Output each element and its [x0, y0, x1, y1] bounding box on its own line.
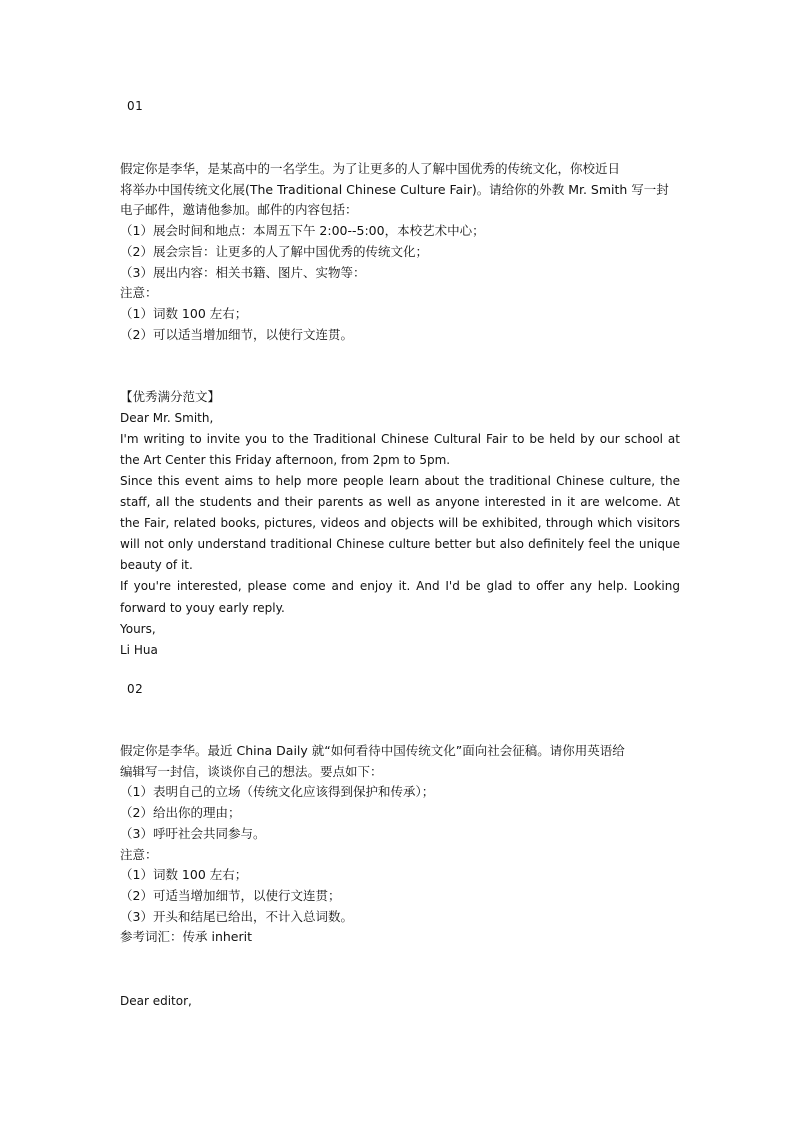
prompt-1-line: （2）可以适当增加细节，以使行文连贯。 [120, 326, 353, 342]
section-number-02: 02 [127, 682, 144, 696]
letter-paragraph-2: Since this event aims to help more people learn about the traditional Chinese culture, the staff, all the students and their parents as well as anyone interested in it are welcome. At the Fair, related books, pictures, videos and objects will be exhibited, through which visitors will not only understand traditional Chinese culture better but also definitely feel the unique beauty of it. [120, 473, 680, 573]
prompt-2-line: （2）给出你的理由； [120, 805, 241, 821]
prompt-2-line: 注意： [120, 846, 158, 862]
prompt-2-line: 假定你是李华。最近 China Daily 就“如何看待中国传统文化”面向社会征稿。请你用英语给 [120, 743, 625, 758]
prompt-1-line: （3）展出内容：相关书籍、图片、实物等： [120, 264, 366, 280]
section-number-01: 01 [127, 99, 144, 113]
prompt-1-line: 将举办中国传统文化展(The Traditional Chinese Culture Fair)。请给你的外教 Mr. Smith 写一封 [120, 181, 669, 197]
prompt-1-line: 注意： [120, 285, 158, 301]
model-essay-1 [120, 387, 680, 661]
prompt-1-line: （1）词数 100 左右； [120, 305, 248, 321]
model-essay-heading: 【优秀满分范文】 [120, 389, 221, 404]
prompt-2-line: （2）可适当增加细节，以使行文连贯； [120, 887, 341, 903]
prompt-2-line: （3）呼吁社会共同参与。 [120, 825, 266, 841]
prompt-2-line: （1）词数 100 左右； [120, 867, 248, 883]
prompt-2-line: （1）表明自己的立场（传统文化应该得到保护和传承）； [120, 784, 435, 800]
prompt-2-line: 编辑写一封信，谈谈你自己的想法。要点如下： [120, 763, 383, 779]
letter-greeting-2: Dear editor, [120, 994, 192, 1008]
letter-paragraph-1: I'm writing to invite you to the Traditional Chinese Cultural Fair to be held by our school at the Art Center this Friday afternoon, from 2pm to 5pm. [120, 431, 680, 467]
letter-greeting: Dear Mr. Smith, [120, 410, 214, 425]
prompt-1-line: 假定你是李华，是某高中的一名学生。为了让更多的人了解中国优秀的传统文化，你校近日 [120, 161, 621, 176]
prompt-2-line: 参考词汇：传承 inherit [120, 929, 252, 945]
prompt-2 [120, 741, 680, 948]
letter-signature: Li Hua [120, 642, 158, 657]
prompt-2-line: （3）开头和结尾已给出，不计入总词数。 [120, 908, 353, 924]
letter-closing: Yours, [120, 621, 156, 636]
prompt-1-line: （2）展会宗旨：让更多的人了解中国优秀的传统文化； [120, 243, 428, 259]
prompt-1-line: 电子邮件，邀请他参加。邮件的内容包括： [120, 202, 358, 218]
prompt-1 [120, 159, 680, 345]
prompt-1-line: （1）展会时间和地点：本周五下午 2:00--5:00，本校艺术中心； [120, 223, 485, 239]
letter-paragraph-3: If you're interested, please come and enjoy it. And I'd be glad to offer any help. Looking forward to youy early reply. [120, 579, 680, 615]
